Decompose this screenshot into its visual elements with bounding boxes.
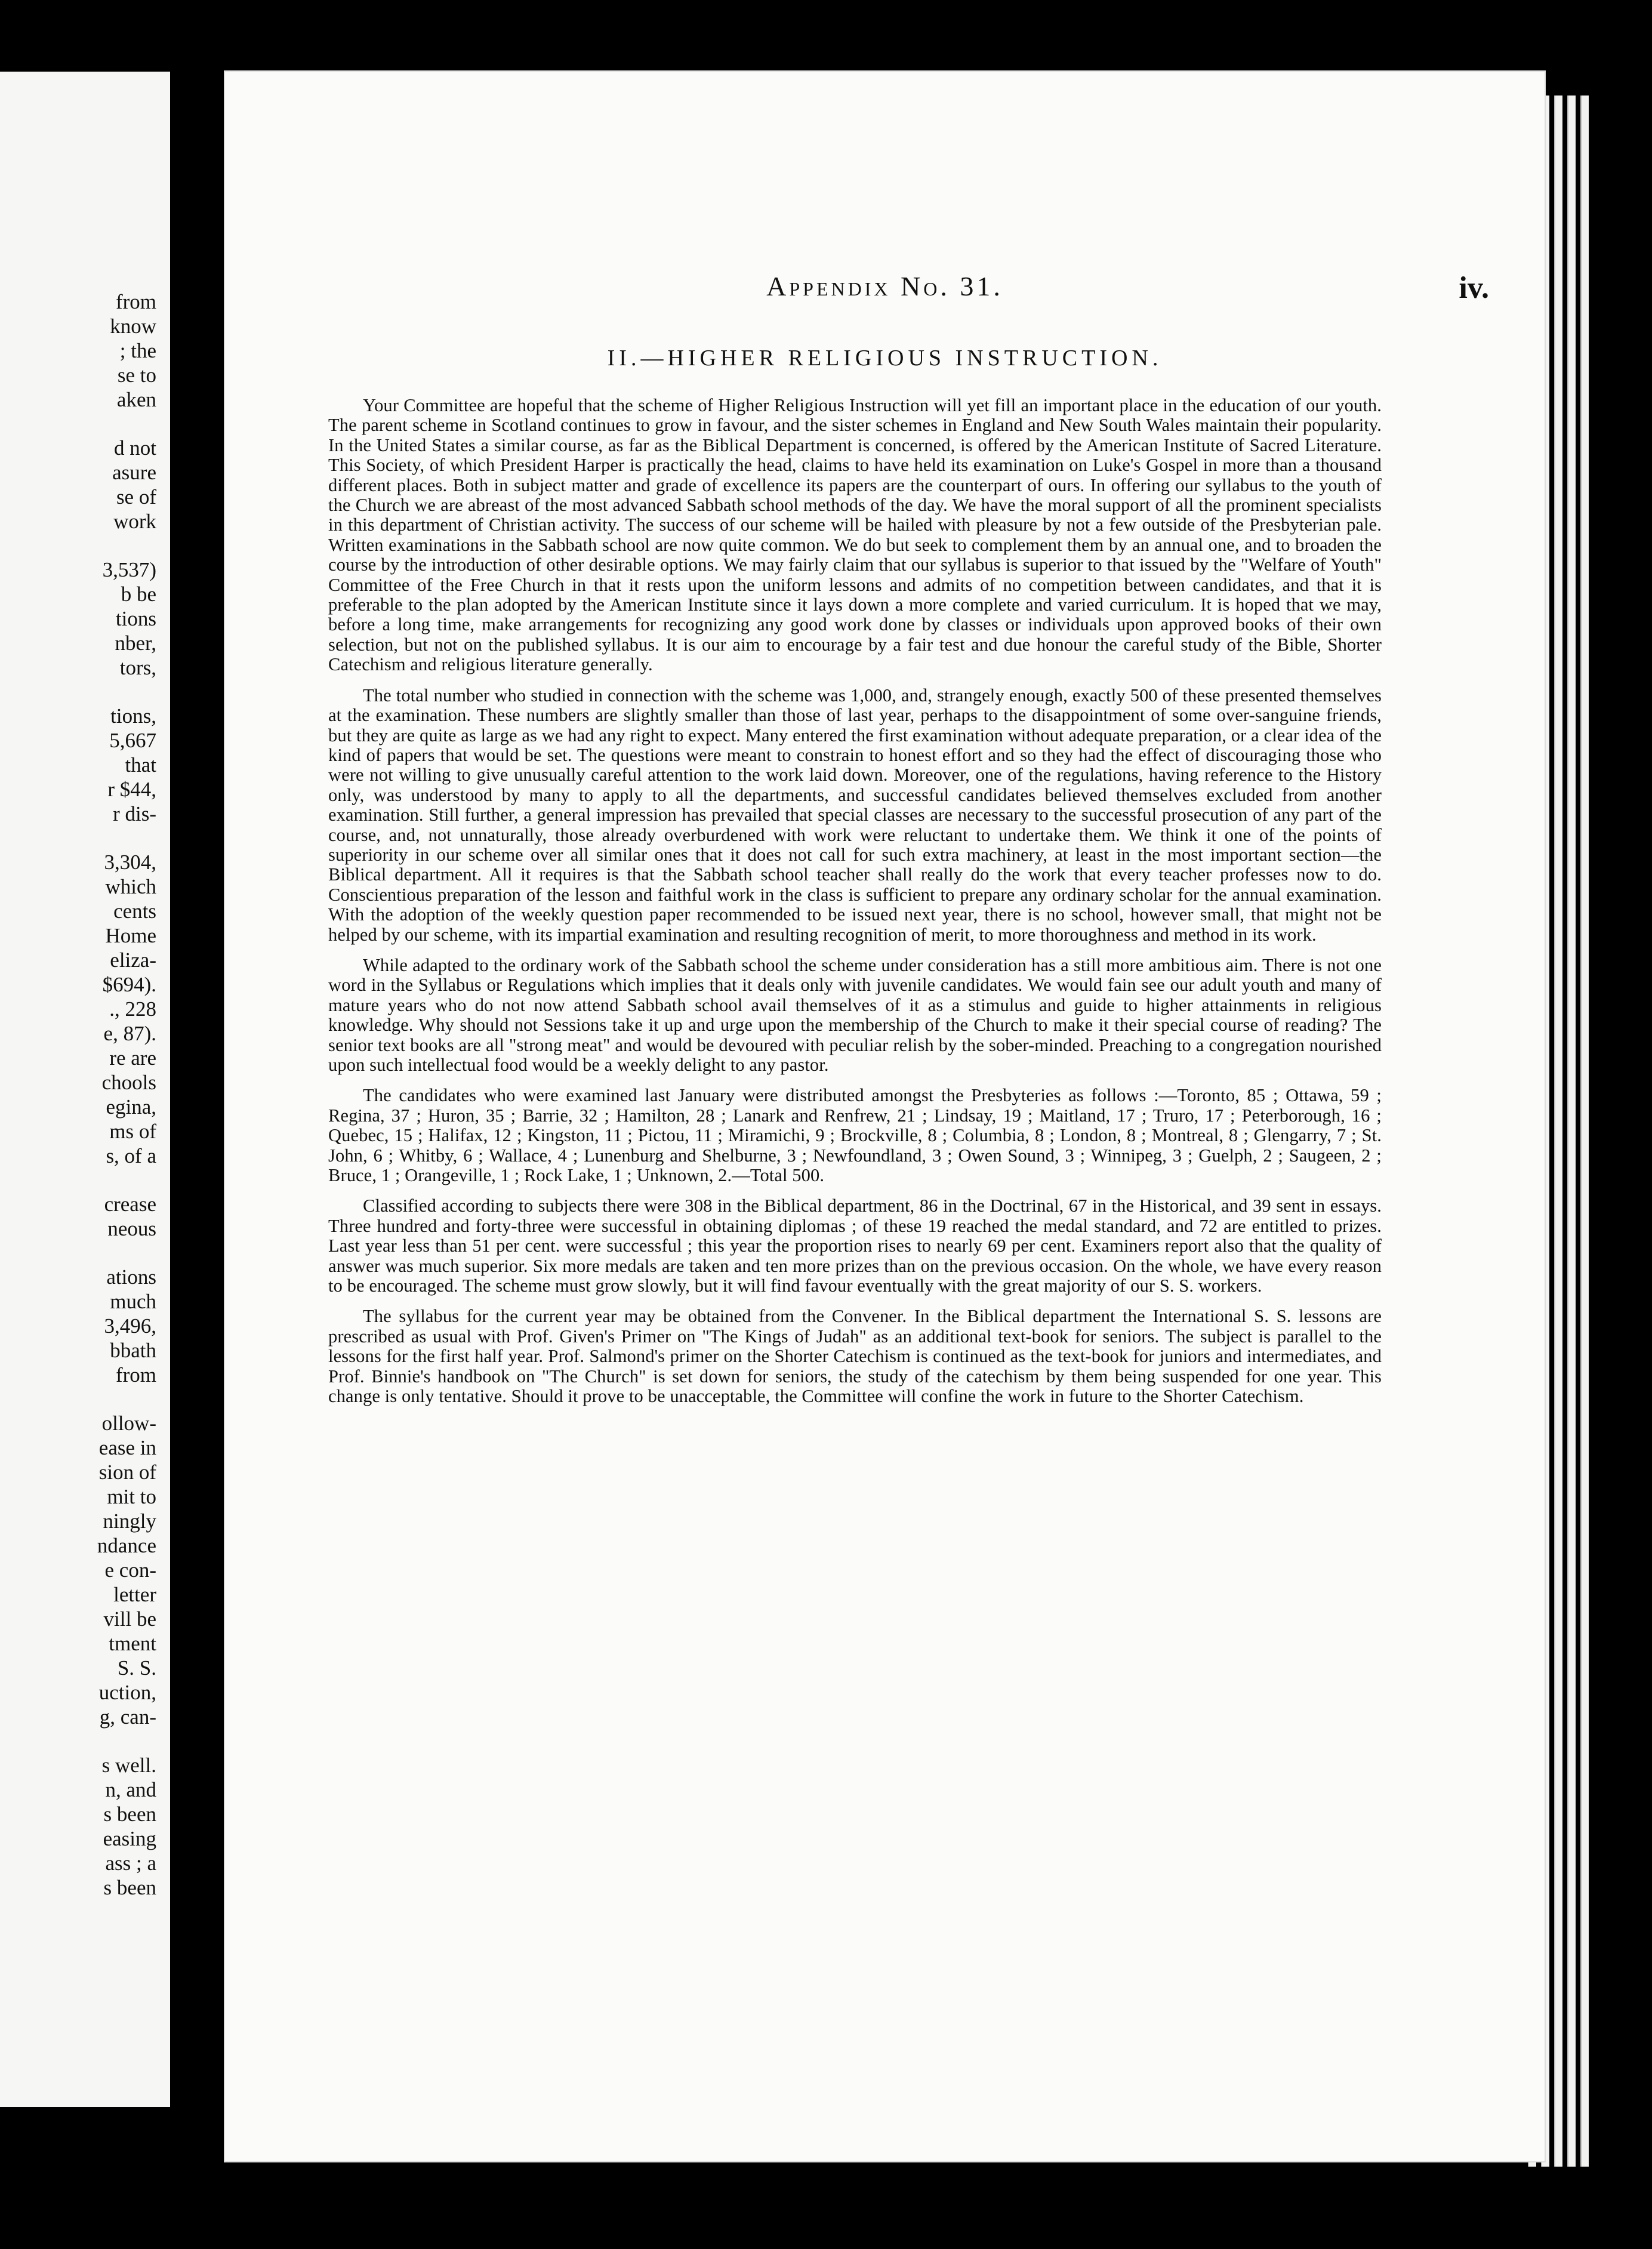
previous-page-fragment: b be — [121, 583, 156, 606]
section-title: II.—HIGHER RELIGIOUS INSTRUCTION. — [607, 346, 1163, 371]
previous-page-fragment: which — [105, 875, 156, 898]
paragraph: Your Committee are hopeful that the scheme of Higher Religious Instruction will yet fill an important place in the education of our youth. The parent scheme in Scotland continues to grow in favour, and the sister schemes in England and New South Wales maintain their popularity. In the United States a similar course, as far as the Biblical Department is concerned, is offered by the American Institute of Sacred Literature. This Society, of which President Harper is practically the head, claims to have held its examination on Luke's Gospel in more than a thousand different places. Both in subject matter and grade of excellence its papers are the counterpart of ours. In offering our syllabus to the youth of the Church we are abreast of the most advanced Sabbath school methods of the day. We have the moral support of all the prominent specialists in this department of Christian activity. The success of our scheme will be hailed with pleasure by not a few outside of the Presbyterian pale. Written examinations in the Sabbath school are now quite common. We do but seek to complement them by an annual one, and to broaden the course by the introduction of other desirable options. We may fairly claim that our syllabus is superior to that issued by the "Welfare of Youth" Committee of the Free Church in that it rests upon the uniform lessons and admits of no competition between candidates, and that it is preferable to the plan adopted by the American Institute since it lays down a more complete and varied curriculum. It is hoped that we may, before a long time, make arrangements for recognizing any good work done by classes or individuals upon approved books of their own selection, but not on the published syllabus. It is our aim to encourage by a fair test and due honour the careful study of the Bible, Shorter Catechism and religious literature generally. — [328, 395, 1382, 675]
previous-page-fragment: bbath — [110, 1339, 156, 1362]
previous-page-fragment: much — [110, 1290, 156, 1313]
paragraph: The syllabus for the current year may be obtained from the Convener. In the Biblical department the International S. S. lessons are prescribed as usual with Prof. Given's Primer on "The Kings of Judah" as an additional text-book for seniors. The subject is parallel to the lessons for the first half year. Prof. Salmond's primer on the Shorter Catechism is continued as the text-book for juniors and intermediates, and Prof. Binnie's handbook on "The Church" is set down for seniors, the study of the catechism by them being suspended for one year. This change is only tentative. Should it prove to be unacceptable, the Committee will confine the work in future to the Shorter Catechism. — [328, 1306, 1382, 1407]
previous-page-fragment: 5,667 — [109, 729, 156, 752]
previous-page-fragment: tment — [109, 1632, 156, 1655]
previous-page-fragment: ass ; a — [105, 1851, 156, 1875]
previous-page-fragment: vill be — [103, 1607, 156, 1631]
previous-page-fragment: s well. — [101, 1754, 156, 1777]
previous-page-fragment: aken — [116, 388, 156, 411]
previous-page-fragment: ; the — [119, 339, 156, 362]
previous-page-fragment: tions, — [110, 704, 156, 728]
paragraph: Classified according to subjects there were 308 in the Biblical department, 86 in the Doctrinal, 67 in the Historical, and 39 sent in essays. Three hundred and forty-three were successful in obtaining diplomas ; of these 19 reached the medal standard, and 72 are entitled to prizes. Last year less than 51 per cent. were successful ; this year the proportion rises to nearly 69 per cent. Examiners report also that the quality of answer was much superior. Six more medals are taken and ten more prizes than on the previous occasion. On the whole, we have every reason to be encouraged. The scheme must grow slowly, but it will find favour eventually with the great majority of our S. S. workers. — [328, 1196, 1382, 1296]
previous-page-fragment: ollow- — [101, 1412, 156, 1435]
previous-page-text-fragments — [0, 289, 161, 1900]
previous-page-fragment: Home — [105, 924, 156, 947]
previous-page-fragment: ndance — [97, 1534, 156, 1557]
previous-page-fragment: r $44, — [107, 778, 156, 801]
previous-page-fragment: ningly — [103, 1509, 156, 1533]
previous-page-fragment: uction, — [98, 1681, 156, 1704]
paragraph: The total number who studied in connection with the scheme was 1,000, and, strangely enough, exactly 500 of these presented themselves at the examination. These numbers are slightly smaller than those of last year, perhaps to the disappointment of some over-sanguine friends, but they are quite as large as we had any right to expect. Many entered the first examination without adequate preparation, or a clear idea of the kind of papers that would be set. The questions were meant to constrain to honest effort and so they had the effect of discouraging those who were not willing to give unusually careful attention to the work laid down. Moreover, one of the regulations, having reference to the History only, was understood by many to apply to all the departments, and successful candidates believed themselves excluded from another examination. Still further, a general impression has prevailed that special classes are necessary to the successful prosecution of any part of the course, and, not unnaturally, those already overburdened with work were reluctant to undertake them. We think it one of the points of superiority in our scheme over all similar ones that it does not call for such extra machinery, at least in the most important section—the Biblical department. All it requires is that the Sabbath school teacher shall really do the work that every teacher professes now to do. Conscientious preparation of the lesson and faithful work in the class is sufficient to prepare any ordinary scholar for the annual examination. With the adoption of the weekly question paper recommended to be issued next year, there is no school, however small, that might not be helped by our scheme, with its impartial examination and resulting recognition of merit, to more thoroughness and method in its work. — [328, 685, 1382, 945]
previous-page-fragment: eliza- — [110, 948, 156, 972]
previous-page-fragment: sion of — [98, 1461, 156, 1484]
page-number: iv. — [1459, 271, 1489, 305]
previous-page-fragment: S. S. — [117, 1656, 156, 1680]
previous-page-fragment: n, and — [105, 1778, 156, 1801]
previous-page-fragment: crease — [104, 1193, 156, 1216]
previous-page-fragment: know — [110, 315, 156, 338]
previous-page-fragment: s been — [103, 1803, 156, 1826]
previous-page-fragment: 3,537) — [102, 558, 156, 581]
previous-page-fragment: s been — [103, 1876, 156, 1899]
previous-page-fragment: ms of — [109, 1120, 156, 1143]
previous-page-fragment: chools — [101, 1071, 156, 1094]
document-page — [224, 70, 1546, 2162]
previous-page-fragment: e con- — [104, 1558, 156, 1582]
previous-page-fragment: e, 87). — [103, 1022, 156, 1045]
running-head — [224, 270, 1546, 312]
previous-page-fragment: ations — [106, 1265, 156, 1289]
previous-page-fragment: 3,304, — [104, 851, 156, 874]
previous-page-fragment: nber, — [115, 631, 156, 655]
previous-page-fragment: tors, — [119, 656, 156, 679]
previous-page-fragment: se of — [116, 485, 156, 509]
previous-page-fragment: r dis- — [113, 802, 156, 825]
previous-page-fragment: that — [125, 753, 156, 777]
previous-page-fragment: mit to — [107, 1485, 156, 1508]
previous-page-fragment: from — [115, 290, 156, 313]
previous-page-edge — [0, 72, 170, 2107]
previous-page-fragment: egina, — [106, 1095, 156, 1119]
paragraph: While adapted to the ordinary work of the Sabbath school the scheme under consideration has a still more ambitious aim. There is not one word in the Syllabus or Regulations which implies that it deals only with juvenile candidates. We would fain see our adult youth and many of mature years who do not now attend Sabbath school avail themselves of it as a stimulus and guide to higher attainments in religious knowledge. Why should not Sessions take it up and urge upon the membership of the Church to make it their special course of reading? The senior text books are all "strong meat" and would be devoured with peculiar relish by the sober-minded. Preaching to a congregation nourished upon such intellectual food would be a weekly delight to any pastor. — [328, 954, 1382, 1075]
previous-page-fragment: work — [113, 510, 156, 533]
previous-page-fragment: asure — [112, 461, 156, 484]
previous-page-fragment: ., 228 — [109, 997, 156, 1021]
previous-page-fragment: s, of a — [106, 1144, 156, 1167]
previous-page-fragment: cents — [113, 899, 156, 923]
previous-page-fragment: se to — [117, 363, 156, 387]
previous-page-fragment: easing — [103, 1827, 156, 1850]
previous-page-fragment: from — [115, 1363, 156, 1387]
previous-page-fragment: $694). — [102, 973, 156, 996]
previous-page-fragment: 3,496, — [104, 1314, 156, 1338]
body-text — [328, 396, 1382, 1418]
appendix-label: Appendix No. 31. — [766, 271, 1003, 301]
previous-page-fragment: letter — [113, 1583, 156, 1606]
previous-page-fragment: re are — [109, 1046, 156, 1070]
paragraph: The candidates who were examined last January were distributed amongst the Presbyteries as follows :—Toronto, 85 ; Ottawa, 59 ; Regina, 37 ; Huron, 35 ; Barrie, 32 ; Hamilton, 28 ; Lanark and Renfrew, 21 ; Lindsay, 19 ; Maitland, 17 ; Truro, 17 ; Peterborough, 16 ; Quebec, 15 ; Halifax, 12 ; Kingston, 11 ; Pictou, 11 ; Miramichi, 9 ; Brockville, 8 ; Columbia, 8 ; London, 8 ; Montreal, 8 ; Glengarry, 7 ; St. John, 6 ; Whitby, 6 ; Wallace, 4 ; Lunenburg and Shelburne, 3 ; Newfoundland, 3 ; Owen Sound, 3 ; Winnipeg, 3 ; Guelph, 2 ; Saugeen, 2 ; Bruce, 1 ; Orangeville, 1 ; Rock Lake, 1 ; Unknown, 2.—Total 500. — [328, 1085, 1382, 1186]
previous-page-fragment: g, can- — [99, 1705, 156, 1729]
previous-page-fragment: neous — [107, 1217, 156, 1240]
previous-page-fragment: tions — [115, 607, 156, 630]
previous-page-fragment: ease in — [98, 1436, 156, 1459]
previous-page-fragment: d not — [114, 436, 156, 460]
